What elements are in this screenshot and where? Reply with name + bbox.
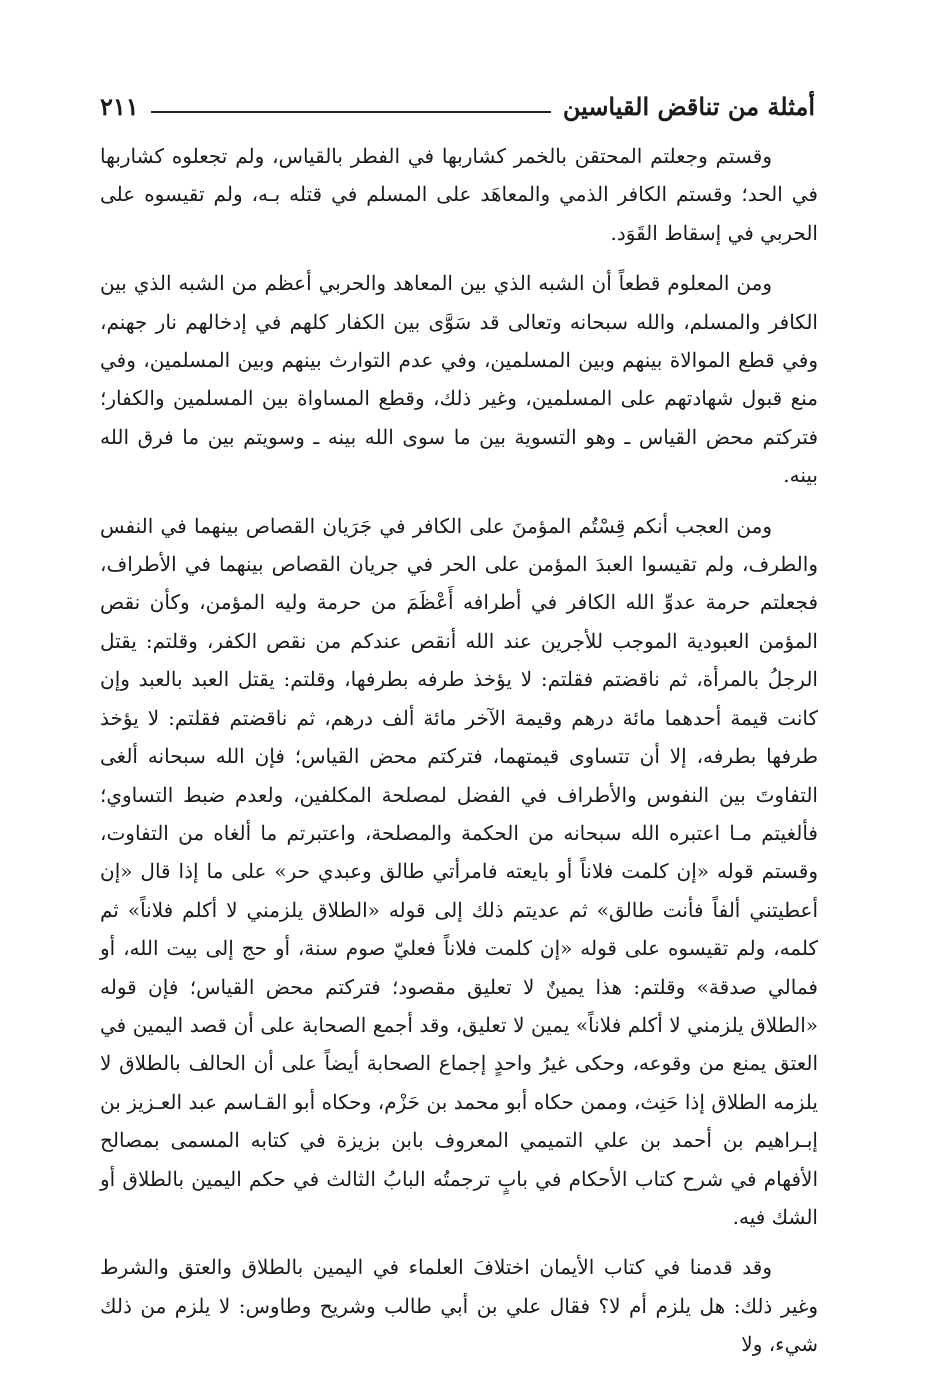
chapter-title: أمثلة من تناقض القياسين bbox=[562, 91, 815, 121]
paragraph-2: ومن المعلوم قطعاً أن الشبه الذي بين المعاهد والحربي أعظم من الشبه الذي بين الكافر والمسلم، والله سبحانه وتعالى قد سَوَّى بين الكفار كلهم في إدخالهم نار جهنم، وفي قطع الموالاة بينهم وبين المسلمين، وفي عدم التوارث بينهم وبين المسلمين، وفي منع قبول شهادتهم على المسلمين، وغير ذلك، وقطع المساواة بين المسلمين والكفار؛ فتركتم محض القياس ـ وهو التسوية بين ما سوى الله بينه ـ وسويتم بين ما فرق الله بينه. bbox=[100, 271, 819, 488]
page-number: ٢١١ bbox=[100, 91, 139, 121]
header-rule bbox=[151, 111, 551, 113]
page-body bbox=[100, 137, 818, 1376]
paragraph-1: وقستم وجعلتم المحتقن بالخمر كشاربها في الفطر بالقياس، ولم تجعلوه كشاربها في الحد؛ وقستم الكافر الذمي والمعاهَد على المسلم في قتله بـه، ولم تقيسوه على الحربي في إسقاط القَوَد. bbox=[100, 144, 818, 245]
paragraph-3: ومن العجب أنكم قِسْتُم المؤمنَ على الكافر في جَرَيان القصاص بينهما في النفس والطرف، ولم تقيسوا العبدَ المؤمن على الحر في جريان القصاص بينهما في الأطراف، فجعلتم حرمة عدوِّ الله الكافر في أطرافه أَعْظَمَ من حرمة وليه المؤمن، وكأن نقص المؤمن العبودية الموجب للأجرين عند الله أنقص عندكم من نقص الكفر، وقلتم: يقتل الرجلُ بالمرأة، ثم ناقضتم فقلتم: لا يؤخذ طرفه بطرفها، وقلتم: يقتل العبد بالعبد وإن كانت قيمة أحدهما مائة درهم وقيمة الآخر مائة ألف درهم، ثم ناقضتم فقلتم: لا يؤخذ طرفها بطرفه، إلا أن تتساوى قيمتهما، فتركتم محض القياس؛ فإن الله سبحانه ألغى التفاوتَ بين النفوس والأطراف في الفضل لمصلحة المكلفين، ولعدم ضبط التساوي؛ فألغيتم مـا اعتبره الله سبحانه من الحكمة والمصلحة، واعتبرتم ما ألغاه من التفاوت، وقستم قوله «إن كلمت فلاناً أو بايعته فامرأتي طالق وعبدي حر» على ما إذا قال «إن أعطيتني ألفاً فأنت طالق» ثم عديتم ذلك إلى قوله «الطلاق يلزمني لا أكلم فلاناً» ثم كلمه، ولم تقيسوه على قوله «إن كلمت فلاناً فعليّ صوم سنة، أو حج إلى بيت الله، أو فمالي صدقة» وقلتم: هذا يمينٌ لا تعليق مقصود؛ فتركتم محض القياس؛ فإن قوله «الطلاق يلزمني لا أكلم فلاناً» يمين لا تعليق، وقد أجمع الصحابة على أن قصد اليمين في العتق يمنع من وقوعه، وحكى غيرُ واحدٍ إجماع الصحابة أيضاً على أن الحالف بالطلاق لا يلزمه الطلاق إذا حَنِث، وممن حكاه أبو محمد بن حَزْم، وحكاه أبو القـاسم عبد العـزيز بن إبـراهيم بن أحمد بن علي التميمي المعروف بابن بزيزة في كتابه المسمى بمصالح الأفهام في شرح كتاب الأحكام في بابٍ ترجمتُه البابُ الثالث في حكم اليمين بالطلاق أو الشك فيه. bbox=[100, 513, 818, 1229]
paragraph-4: وقد قدمنا في كتاب الأيمان اختلافَ العلماء في اليمين بالطلاق والعتق والشرط وغير ذلك: هل يلزم أم لا؟ فقال علي بن أبي طالب وشريح وطاوس: لا يلزم من ذلك شيء، ولا bbox=[100, 1255, 818, 1357]
running-header bbox=[100, 86, 815, 126]
